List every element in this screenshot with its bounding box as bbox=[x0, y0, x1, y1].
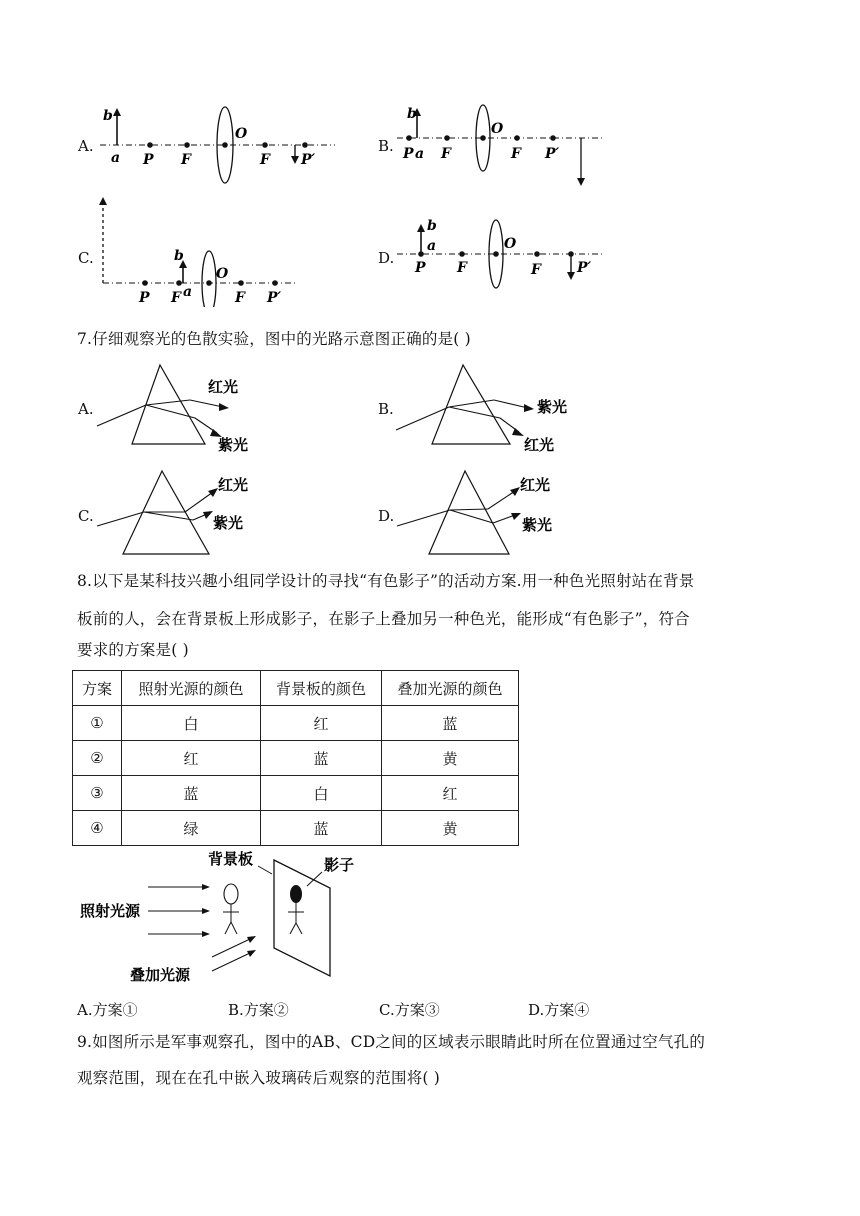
q8-question-line2: 板前的人，会在背景板上形成影子，在影子上叠加另一种色光，能形成“有色影子”，符合 bbox=[77, 610, 690, 628]
table-cell: 蓝 bbox=[261, 741, 382, 776]
svg-text:红光: 红光 bbox=[520, 476, 551, 494]
prism-diagram-b bbox=[394, 360, 584, 460]
answer-option: D.方案④ bbox=[528, 1001, 590, 1019]
svg-text:红光: 红光 bbox=[208, 378, 239, 396]
svg-text:O: O bbox=[235, 126, 248, 142]
table-header-row bbox=[73, 671, 519, 706]
svg-text:紫光: 紫光 bbox=[537, 398, 568, 416]
lens-diagram-c bbox=[95, 192, 305, 307]
table-cell: 蓝 bbox=[261, 811, 382, 846]
table-cell: 黄 bbox=[382, 741, 519, 776]
option-label: C. bbox=[78, 249, 94, 267]
svg-text:P: P bbox=[143, 152, 154, 168]
table-header: 叠加光源的颜色 bbox=[382, 671, 519, 706]
table-row bbox=[73, 741, 519, 776]
q8-question-line3: 要求的方案是( ) bbox=[77, 641, 189, 659]
q9-question-line1: 9.如图所示是军事观察孔，图中的AB、CD之间的区域表示眼睛此时所在位置通过空气孔的 bbox=[77, 1033, 706, 1051]
svg-text:a: a bbox=[183, 284, 193, 300]
q8-question-line1: 8.以下是某科技兴趣小组同学设计的寻找“有色影子”的活动方案.用一种色光照射站在背景 bbox=[77, 572, 695, 590]
svg-text:a: a bbox=[111, 150, 121, 166]
svg-text:F: F bbox=[511, 146, 521, 162]
svg-text:O: O bbox=[504, 236, 517, 252]
svg-text:b: b bbox=[427, 218, 437, 234]
svg-text:P′: P′ bbox=[545, 146, 560, 162]
lens-diagram-d bbox=[395, 212, 610, 292]
svg-text:P: P bbox=[415, 260, 426, 276]
svg-text:P′: P′ bbox=[301, 152, 316, 168]
table-cell: 白 bbox=[122, 706, 261, 741]
svg-text:O: O bbox=[491, 121, 504, 137]
prism-diagram-d bbox=[395, 466, 570, 561]
q7-question: 7.仔细观察光的色散实验，图中的光路示意图正确的是( ) bbox=[77, 330, 471, 348]
shadow-label: 影子 bbox=[324, 856, 355, 874]
svg-text:F: F bbox=[171, 290, 181, 306]
svg-text:b: b bbox=[174, 248, 184, 264]
overlay-source-label: 叠加光源 bbox=[130, 966, 191, 984]
plan-table bbox=[72, 670, 519, 846]
svg-text:F: F bbox=[260, 152, 270, 168]
light-source-label: 照射光源 bbox=[80, 902, 141, 920]
svg-text:b: b bbox=[407, 106, 417, 122]
svg-text:F: F bbox=[235, 290, 245, 306]
svg-text:a: a bbox=[427, 238, 437, 254]
table-header: 照射光源的颜色 bbox=[122, 671, 261, 706]
svg-text:F: F bbox=[457, 260, 467, 276]
label-b: b bbox=[103, 108, 113, 124]
svg-text:F: F bbox=[181, 152, 191, 168]
answer-option: B.方案② bbox=[228, 1001, 289, 1019]
table-header: 背景板的颜色 bbox=[261, 671, 382, 706]
table-cell: 蓝 bbox=[122, 776, 261, 811]
svg-text:紫光: 紫光 bbox=[522, 516, 553, 534]
prism-diagram-c bbox=[95, 466, 270, 561]
svg-text:紫光: 紫光 bbox=[213, 514, 244, 532]
svg-text:红光: 红光 bbox=[524, 436, 555, 454]
table-cell: 绿 bbox=[122, 811, 261, 846]
table-cell: 红 bbox=[261, 706, 382, 741]
option-label: B. bbox=[378, 137, 394, 155]
shadow-experiment-figure bbox=[72, 846, 392, 986]
svg-text:P′: P′ bbox=[267, 290, 282, 306]
table-cell: ④ bbox=[73, 811, 122, 846]
table-row bbox=[73, 706, 519, 741]
svg-text:F: F bbox=[441, 146, 451, 162]
table-header: 方案 bbox=[73, 671, 122, 706]
option-label: D. bbox=[378, 249, 395, 267]
q9-question-line2: 观察范围，现在在孔中嵌入玻璃砖后观察的范围将( ) bbox=[77, 1069, 441, 1087]
svg-text:P: P bbox=[403, 146, 414, 162]
answer-option: A.方案① bbox=[77, 1001, 138, 1019]
svg-text:O: O bbox=[216, 266, 229, 282]
svg-text:P′: P′ bbox=[577, 260, 592, 276]
table-cell: 红 bbox=[122, 741, 261, 776]
table-row bbox=[73, 811, 519, 846]
answer-option: C.方案③ bbox=[379, 1001, 440, 1019]
table-cell: ① bbox=[73, 706, 122, 741]
table-cell: 蓝 bbox=[382, 706, 519, 741]
svg-text:a: a bbox=[415, 146, 425, 162]
table-cell: ③ bbox=[73, 776, 122, 811]
lens-diagram-b bbox=[395, 100, 615, 190]
table-row bbox=[73, 776, 519, 811]
svg-text:红光: 红光 bbox=[218, 476, 249, 494]
table-cell: 红 bbox=[382, 776, 519, 811]
board-label: 背景板 bbox=[208, 850, 254, 868]
table-cell: 白 bbox=[261, 776, 382, 811]
option-label: A. bbox=[78, 137, 94, 155]
prism-diagram-a bbox=[95, 360, 265, 460]
table-cell: ② bbox=[73, 741, 122, 776]
table-cell: 黄 bbox=[382, 811, 519, 846]
lens-diagram-a bbox=[95, 100, 345, 190]
svg-text:紫光: 紫光 bbox=[218, 436, 249, 454]
svg-text:F: F bbox=[531, 262, 541, 278]
svg-text:P: P bbox=[139, 290, 150, 306]
